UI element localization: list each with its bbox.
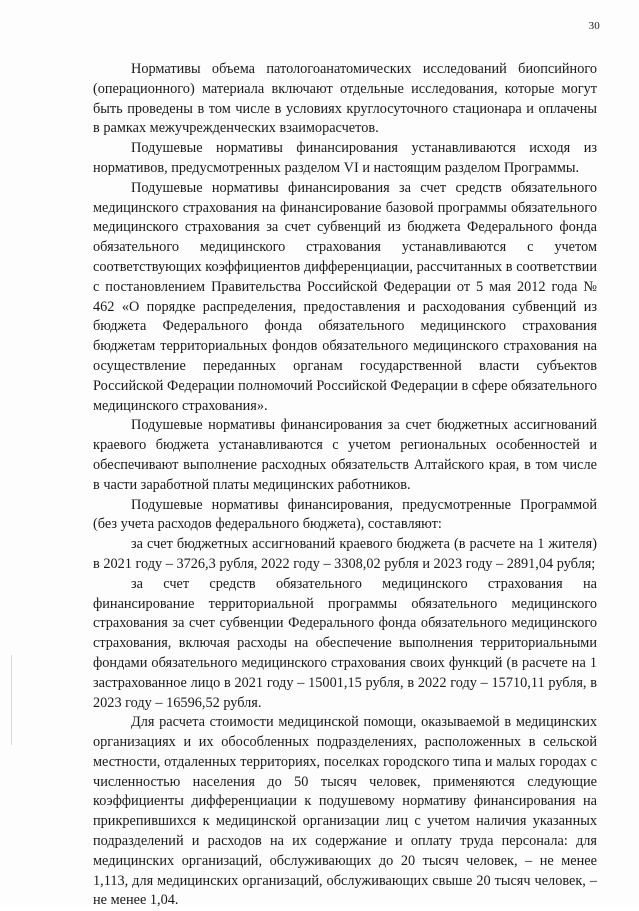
paragraph-oms-per-capita-norms: Подушевые нормативы финансирования за счет средств обязательного медицинского страхования на финансирование базовой программы обязательного медицинского страхования за счет субвенций из бюджета Федерального фонда обязательного медицинского страхования устанавливаются с учетом соответствующих коэффициентов дифференциации, рассчитанных в соответствии с постановлением Правительства Российской Федерации от 5 мая 2012 года № 462 «О порядке распределения, предоставления и расходования субвенций из бюджета Федерального фонда обязательного медицинского страхования бюджетам территориальных фондов обязательного медицинского страхования на осуществление переданных органам государственной власти субъектов Российской Федерации полномочий Российской Федерации в сфере обязательного медицинского страхования».: [93, 179, 597, 414]
scan-edge-mark: [11, 655, 12, 745]
paragraph-norms-amount-intro: Подушевые нормативы финансирования, предусмотренные Программой (без учета расходов федерального бюджета), составляют:: [93, 496, 597, 533]
paragraph-regional-budget-amounts: за счет бюджетных ассигнований краевого бюджета (в расчете на 1 жителя) в 2021 году – 3726,3 рубля, 2022 году – 3308,02 рубля и 2023 году – 2891,04 рубля;: [93, 536, 597, 572]
document-body: [93, 60, 597, 911]
page-number: 30: [588, 20, 600, 32]
paragraph-oms-amounts: за счет средств обязательного медицинского страхования на финансирование территориальной программы обязательного медицинского страхования за счет субвенции Федерального фонда обязательного медицинского страхования, включая расходы на обеспечение выполнения территориальными фондами обязательного медицинского страхования своих функций (в расчете на 1 застрахованное лицо в 2021 году – 15001,15 рубля, в 2022 году – 15710,11 рубля, в 2023 году – 16596,52 рубля.: [93, 575, 597, 711]
paragraph-differentiation-coefficients: Для расчета стоимости медицинской помощи, оказываемой в медицинских организациях и их обособленных подразделениях, расположенных в сельской местности, отдаленных территориях, поселках городского типа и малых городах с численностью населения до 50 тысяч человек, применяются следующие коэффициенты дифференциации к подушевому нормативу финансирования на прикрепившихся к медицинской организации лиц с учетом наличия указанных подразделений и расходов на их содержание и оплату труда персонала: для медицинских организаций, обслуживающих до 20 тысяч человек, – не менее 1,113, для медицинских организаций, обслуживающих свыше 20 тысяч человек, – не менее 1,04.: [93, 714, 597, 909]
paragraph-per-capita-basis: Подушевые нормативы финансирования устанавливаются исходя из нормативов, предусмотренных разделом VI и настоящим разделом Программы.: [93, 140, 597, 176]
paragraph-regional-budget-norms: Подушевые нормативы финансирования за счет бюджетных ассигнований краевого бюджета устанавливаются с учетом региональных особенностей и обеспечивают выполнение расходных обязательств Алтайского края, в том числе в части заработной платы медицинских работников.: [93, 417, 597, 493]
paragraph-pathology-norms: Нормативы объема патологоанатомических исследований биопсийного (операционного) материала включают отдельные исследования, которые могут быть проведены в том числе в условиях круглосуточного стационара и оплачены в рамках межучрежденческих взаиморасчетов.: [93, 61, 597, 137]
